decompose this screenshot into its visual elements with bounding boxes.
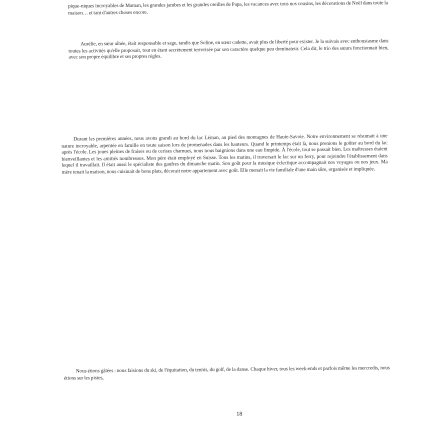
book-page <box>52 0 390 436</box>
paragraph-3: Durant les premières années, nous avons grandi au bord du lac Léman, au pied des montagnes de Haute-Savoie. Notre environnement se résumait à une nature incroyable, arpentée en famille en toute saison lors de promenades dans les hauteurs. Quand le printemps était là, nous prenions le goûter au bord du lac après l'école. Les joues pleines de fraises ou de cerises charnues, nous nous baignions dans une eau limpide. À l'école, tout se passait bien. Les maîtresses étaient bienveillantes et les amitiés nombreuses. Mon père était employé en Suisse. Tous les matins, il traversait le lac sur un ferry, pour rejoindre l'établissement dans lequel il travaillait. Il était aussi le spécialiste des gaufres du dimanche matin. Son goût pour la musique éclectique accompagnait nos voyages ou nos jeux. Ma mère tenait la maison, nous cuisinait de bons plats, décorait notre appartement avec goût. Elle menait la vie familiale d'une main sûre, organisée et impliquée. <box>61 133 388 176</box>
page-number: 18 <box>236 411 243 418</box>
paragraph-1: pique-niques incroyables de Maman, les grandes jambes et les grandes oreilles de Papa, les vacances avec tous nos cousins, les décorations de Noël dans toute la maison… et tant d'autres choses encore. <box>68 0 389 17</box>
paragraph-2: Aurélie, en sœur aînée, était responsable et sage, tandis que Soline, en sœur cadette, avait plus de liberté pour exister. Je la suivais avec enthousiasme dans toutes les activités qu'elle proposait, tout en étant secrètement terrorisée par son caractère quelque peu dominateur. Cela dit, le trio des sœurs fonctionnait bien, avec son propre équilibre et ses propres règles. <box>68 38 389 61</box>
paragraph-4: Nous étions gâtées : nous faisions du ski, de l'équitation, du tennis, du golf, de la danse. Chaque hiver, tous les week-ends et parfois même les mercredis, nous étions sur les pistes, <box>63 365 390 382</box>
